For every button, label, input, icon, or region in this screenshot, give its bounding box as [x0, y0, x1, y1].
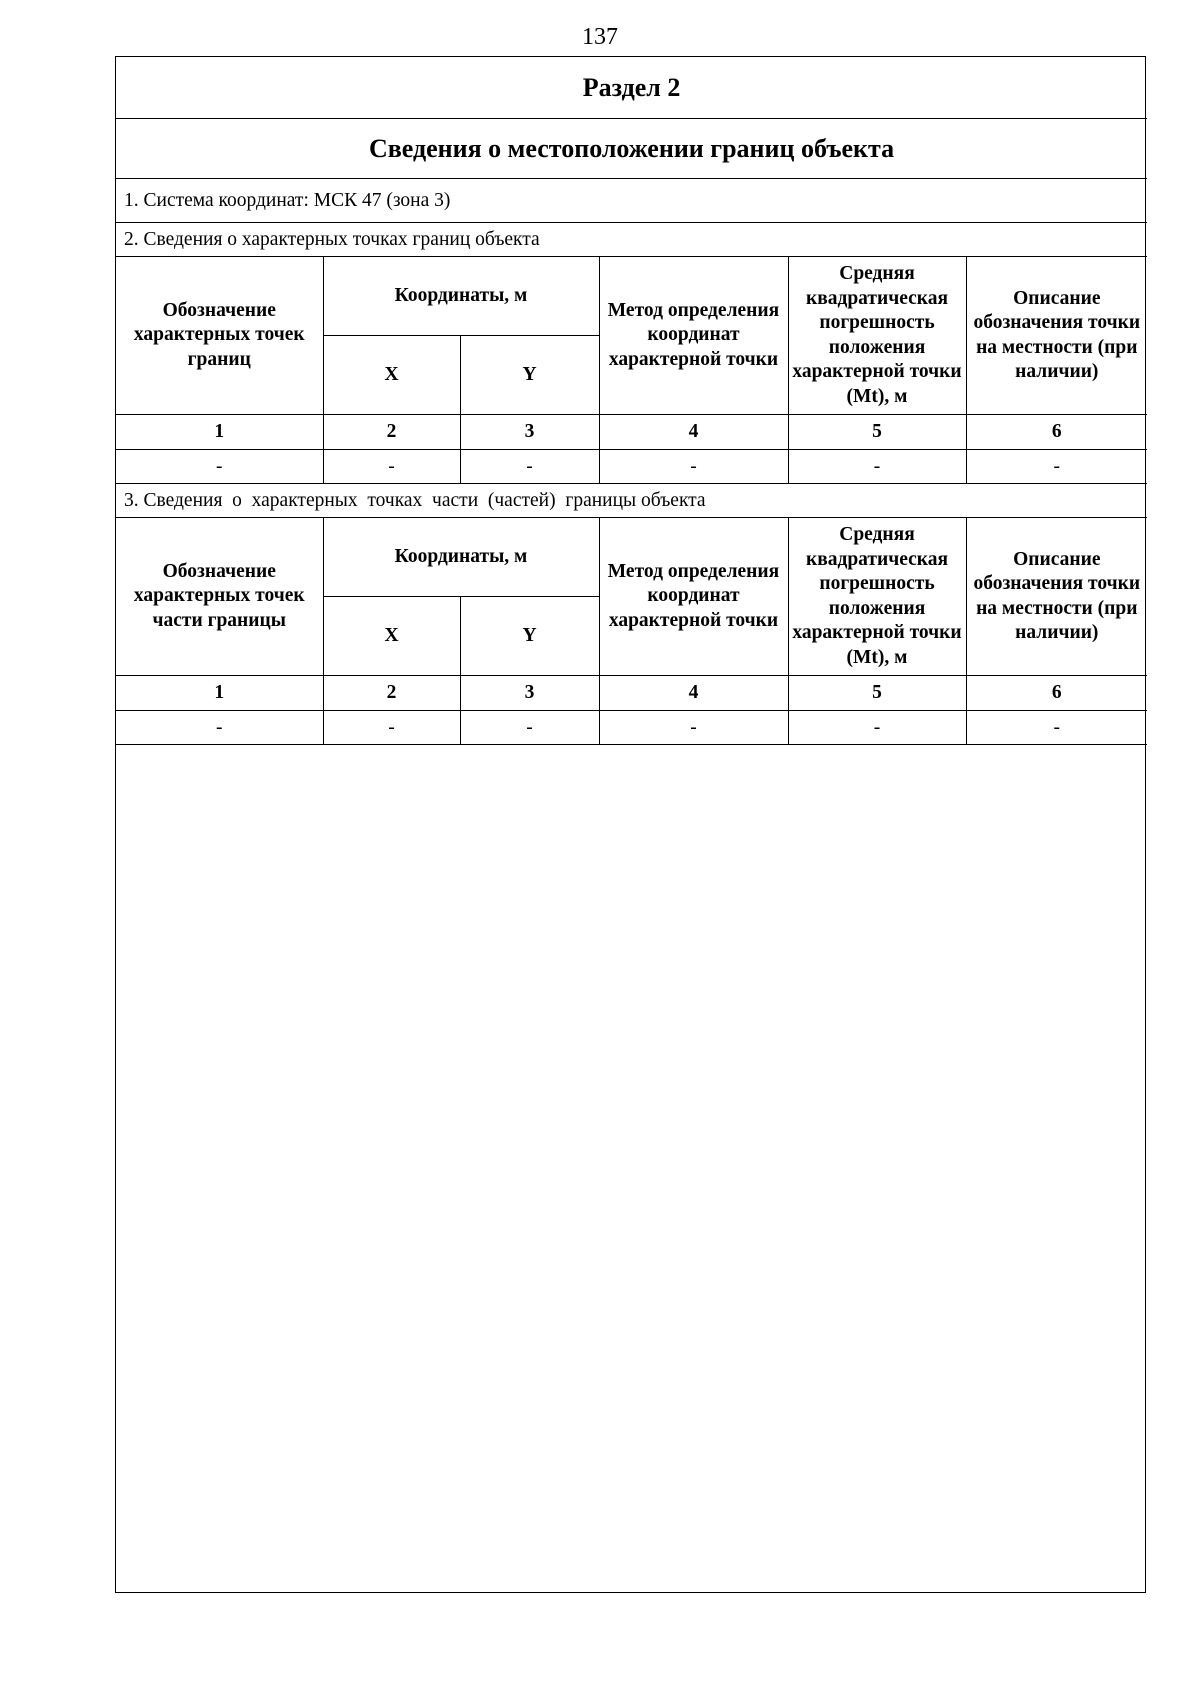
- table1-col-method: Метод определения координат характерной точки: [599, 257, 788, 415]
- table2-colnum-5: 5: [788, 676, 966, 711]
- table1-row: [116, 450, 1147, 484]
- table2-col-coordinates: Координаты, м: [323, 518, 599, 597]
- table1-colnum-2: 2: [323, 415, 460, 450]
- table1-colnum-3: 3: [460, 415, 599, 450]
- table2-col-description: Описание обозначения точки на местности (при наличии): [966, 518, 1147, 676]
- table2-colnum-2: 2: [323, 676, 460, 711]
- table2-colnum-6: 6: [966, 676, 1147, 711]
- table1-col-y: Y: [460, 336, 599, 415]
- table2-cell: -: [116, 711, 323, 745]
- table2-cell: -: [460, 711, 599, 745]
- table1-colnum-6: 6: [966, 415, 1147, 450]
- table1-col-coordinates: Координаты, м: [323, 257, 599, 336]
- table2-col-y: Y: [460, 597, 599, 676]
- table1-colnum-4: 4: [599, 415, 788, 450]
- table1-cell: -: [966, 450, 1147, 484]
- section-title: Раздел 2: [116, 57, 1147, 119]
- table2-col-method: Метод определения координат характерной точки: [599, 518, 788, 676]
- table1-cell: -: [599, 450, 788, 484]
- table2-colnum-4: 4: [599, 676, 788, 711]
- table2-cell: -: [323, 711, 460, 745]
- page-number: 137: [582, 24, 618, 50]
- boundary-form: [116, 57, 1147, 745]
- table2-colnum-1: 1: [116, 676, 323, 711]
- table1-col-description: Описание обозначения точки на местности (при наличии): [966, 257, 1147, 415]
- table1-colnum-1: 1: [116, 415, 323, 450]
- table1-colnum-5: 5: [788, 415, 966, 450]
- table2-cell: -: [788, 711, 966, 745]
- table2-heading: 3. Сведения о характерных точках части (частей) границы объекта: [116, 484, 1147, 518]
- table2-col-x: X: [323, 597, 460, 676]
- table2-row: [116, 711, 1147, 745]
- table2-colnum-3: 3: [460, 676, 599, 711]
- table1-cell: -: [460, 450, 599, 484]
- table1-cell: -: [116, 450, 323, 484]
- table2-cell: -: [966, 711, 1147, 745]
- table2-col-error: Средняя квадратическая погрешность положения характерной точки (Mt), м: [788, 518, 966, 676]
- document-frame: [115, 56, 1146, 1593]
- table1-cell: -: [323, 450, 460, 484]
- table1-col-error: Средняя квадратическая погрешность положения характерной точки (Mt), м: [788, 257, 966, 415]
- table1-col-x: X: [323, 336, 460, 415]
- coordinate-system: 1. Система координат: МСК 47 (зона 3): [116, 179, 1147, 223]
- section-subtitle: Сведения о местоположении границ объекта: [116, 119, 1147, 179]
- table1-cell: -: [788, 450, 966, 484]
- table2-cell: -: [599, 711, 788, 745]
- table1-col-designation: Обозначение характерных точек границ: [116, 257, 323, 415]
- table2-col-designation: Обозначение характерных точек части границы: [116, 518, 323, 676]
- table1-heading: 2. Сведения о характерных точках границ объекта: [116, 223, 1147, 257]
